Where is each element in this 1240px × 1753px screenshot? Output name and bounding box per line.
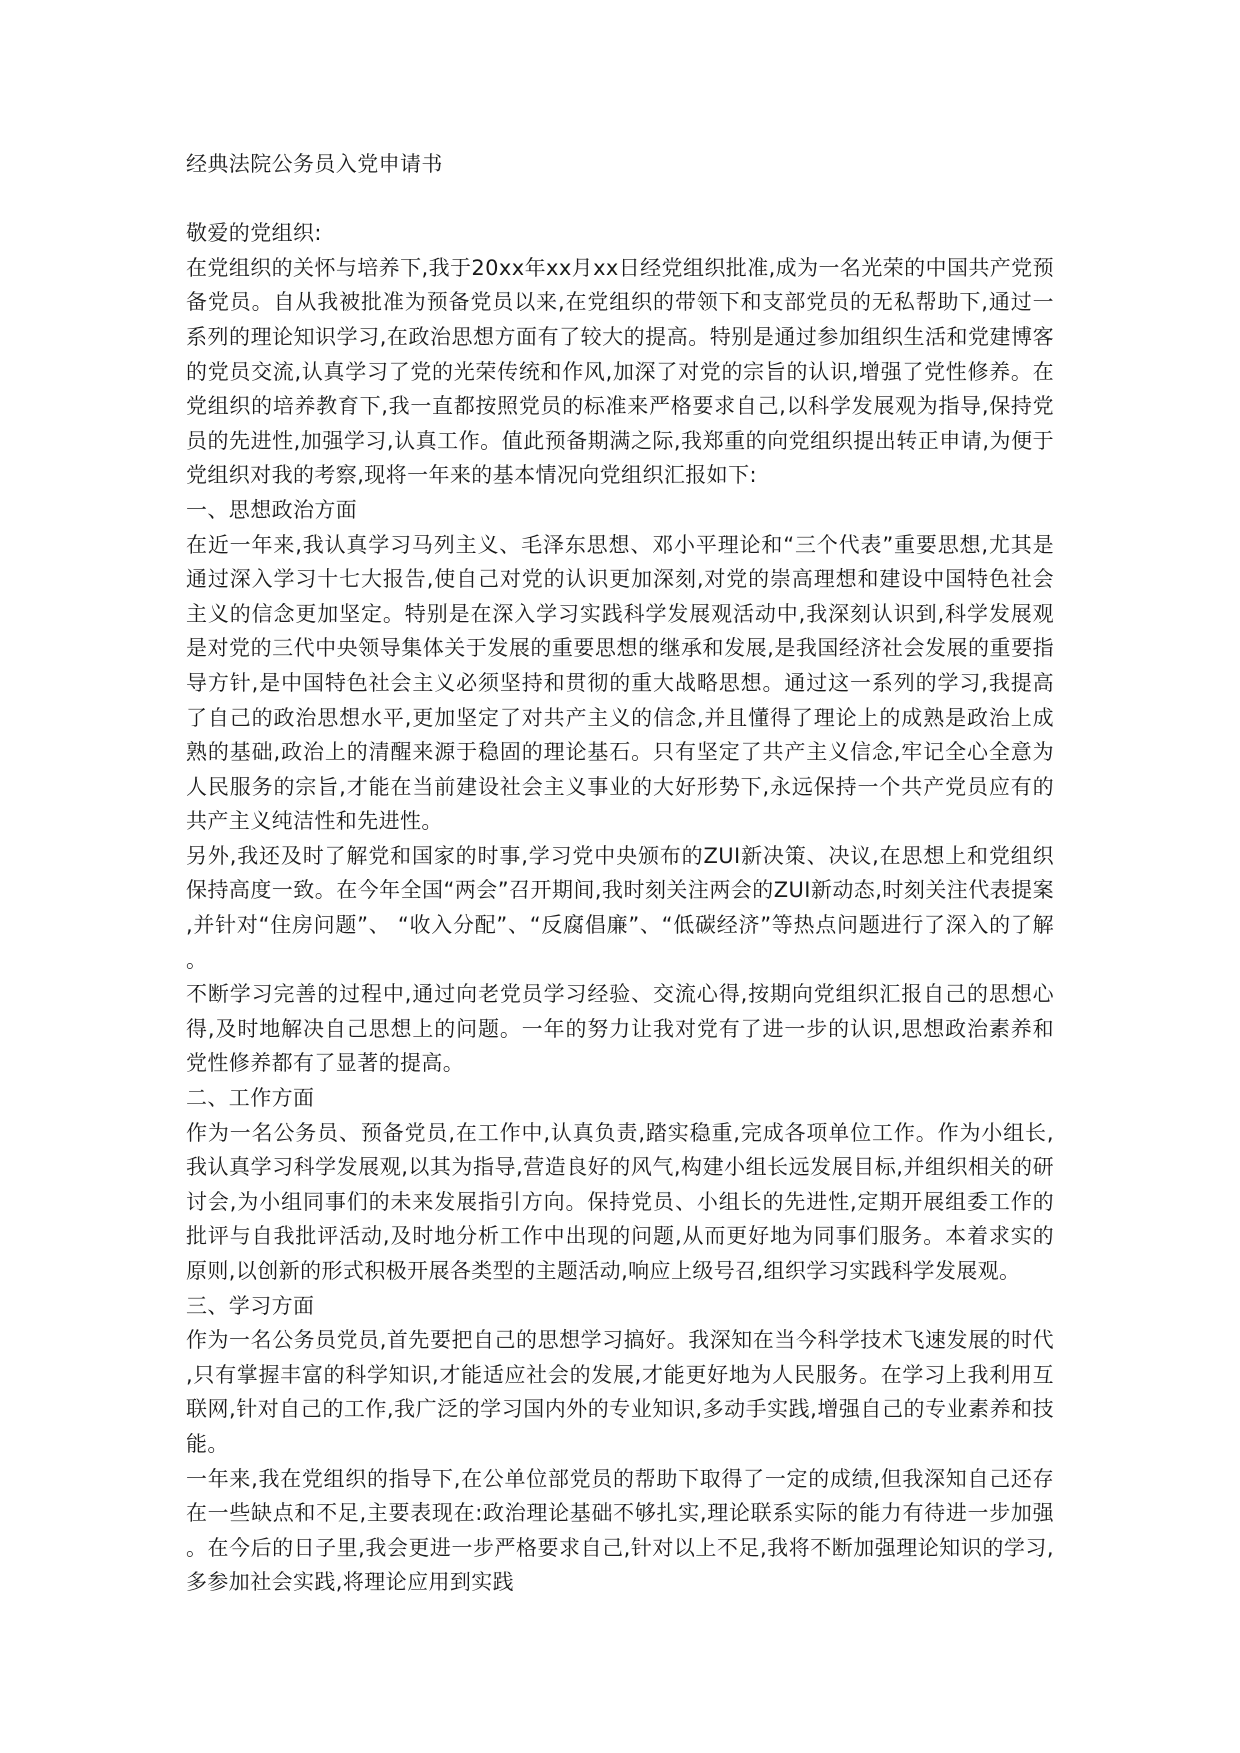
blank-line (186, 182, 1054, 217)
paragraph: 不断学习完善的过程中,通过向老党员学习经验、交流心得,按期向党组织汇报自己的思想心得,及时地解决自己思想上的问题。一年的努力让我对党有了进一步的认识,思想政治素养和党性修养都有了显著的提高。 (186, 982, 1054, 1076)
section-heading-work: 二、工作方面 (186, 1086, 315, 1111)
intro-paragraph: 在党组织的关怀与培养下,我于20xx年xx月xx日经党组织批准,成为一名光荣的中国共产党预备党员。自从我被批准为预备党员以来,在党组织的带领下和支部党员的无私帮助下,通过一系列的理论知识学习,在政治思想方面有了较大的提高。特别是通过参加组织生活和党建博客的党员交流,认真学习了党的光荣传统和作风,加深了对党的宗旨的认识,增强了党性修养。在党组织的培养教育下,我一直都按照党员的标准来严格要求自己,以科学发展观为指导,保持党员的先进性,加强学习,认真工作。值此预备期满之际,我郑重的向党组织提出转正申请,为便于党组织对我的考察,现将一年来的基本情况向党组织汇报如下: (186, 255, 1054, 488)
section-heading-study: 三、学习方面 (186, 1293, 315, 1318)
paragraph: 一年来,我在党组织的指导下,在公单位部党员的帮助下取得了一定的成绩,但我深知自己还存在一些缺点和不足,主要表现在:政治理论基础不够扎实,理论联系实际的能力有待进一步加强。在今后的日子里,我会更进一步严格要求自己,针对以上不足,我将不断加强理论知识的学习,多参加社会实践,将理论应用到实践 (186, 1466, 1054, 1595)
document-body (186, 147, 1054, 1600)
salutation: 敬爱的党组织: (186, 221, 322, 246)
section-heading-ideology: 一、思想政治方面 (186, 497, 358, 522)
document-title: 经典法院公务员入党申请书 (186, 152, 443, 176)
paragraph: 作为一名公务员党员,首先要把自己的思想学习搞好。我深知在当今科学技术飞速发展的时代,只有掌握丰富的科学知识,才能适应社会的发展,才能更好地为人民服务。在学习上我利用互联网,针对自己的工作,我广泛的学习国内外的专业知识,多动手实践,增强自己的专业素养和技能。 (186, 1328, 1054, 1456)
paragraph: 作为一名公务员、预备党员,在工作中,认真负责,踏实稳重,完成各项单位工作。作为小组长,我认真学习科学发展观,以其为指导,营造良好的风气,构建小组长远发展目标,并组织相关的研讨会,为小组同事们的未来发展指引方向。保持党员、小组长的先进性,定期开展组委工作的批评与自我批评活动,及时地分析工作中出现的问题,从而更好地为同事们服务。本着求实的原则,以创新的形式积极开展各类型的主题活动,响应上级号召,组织学习实践科学发展观。 (186, 1120, 1054, 1283)
paragraph: 另外,我还及时了解党和国家的时事,学习党中央颁布的ZUI新决策、决议,在思想上和党组织保持高度一致。在今年全国“两会”召开期间,我时刻关注两会的ZUI新动态,时刻关注代表提案,并针对“住房问题”、 “收入分配”、“反腐倡廉”、“低碳经济”等热点问题进行了深入的了解。 (186, 843, 1054, 972)
paragraph: 在近一年来,我认真学习马列主义、毛泽东思想、邓小平理论和“三个代表”重要思想,尤其是通过深入学习十七大报告,使自己对党的认识更加深刻,对党的崇高理想和建设中国特色社会主义的信念更加坚定。特别是在深入学习实践科学发展观活动中,我深刻认识到,科学发展观是对党的三代中央领导集体关于发展的重要思想的继承和发展,是我国经济社会发展的重要指导方针,是中国特色社会主义必须坚持和贯彻的重大战略思想。通过这一系列的学习,我提高了自己的政治思想水平,更加坚定了对共产主义的信念,并且懂得了理论上的成熟是政治上成熟的基础,政治上的清醒来源于稳固的理论基石。只有坚定了共产主义信念,牢记全心全意为人民服务的宗旨,才能在当前建设社会主义事业的大好形势下,永远保持一个共产党员应有的共产主义纯洁性和先进性。 (186, 532, 1054, 834)
